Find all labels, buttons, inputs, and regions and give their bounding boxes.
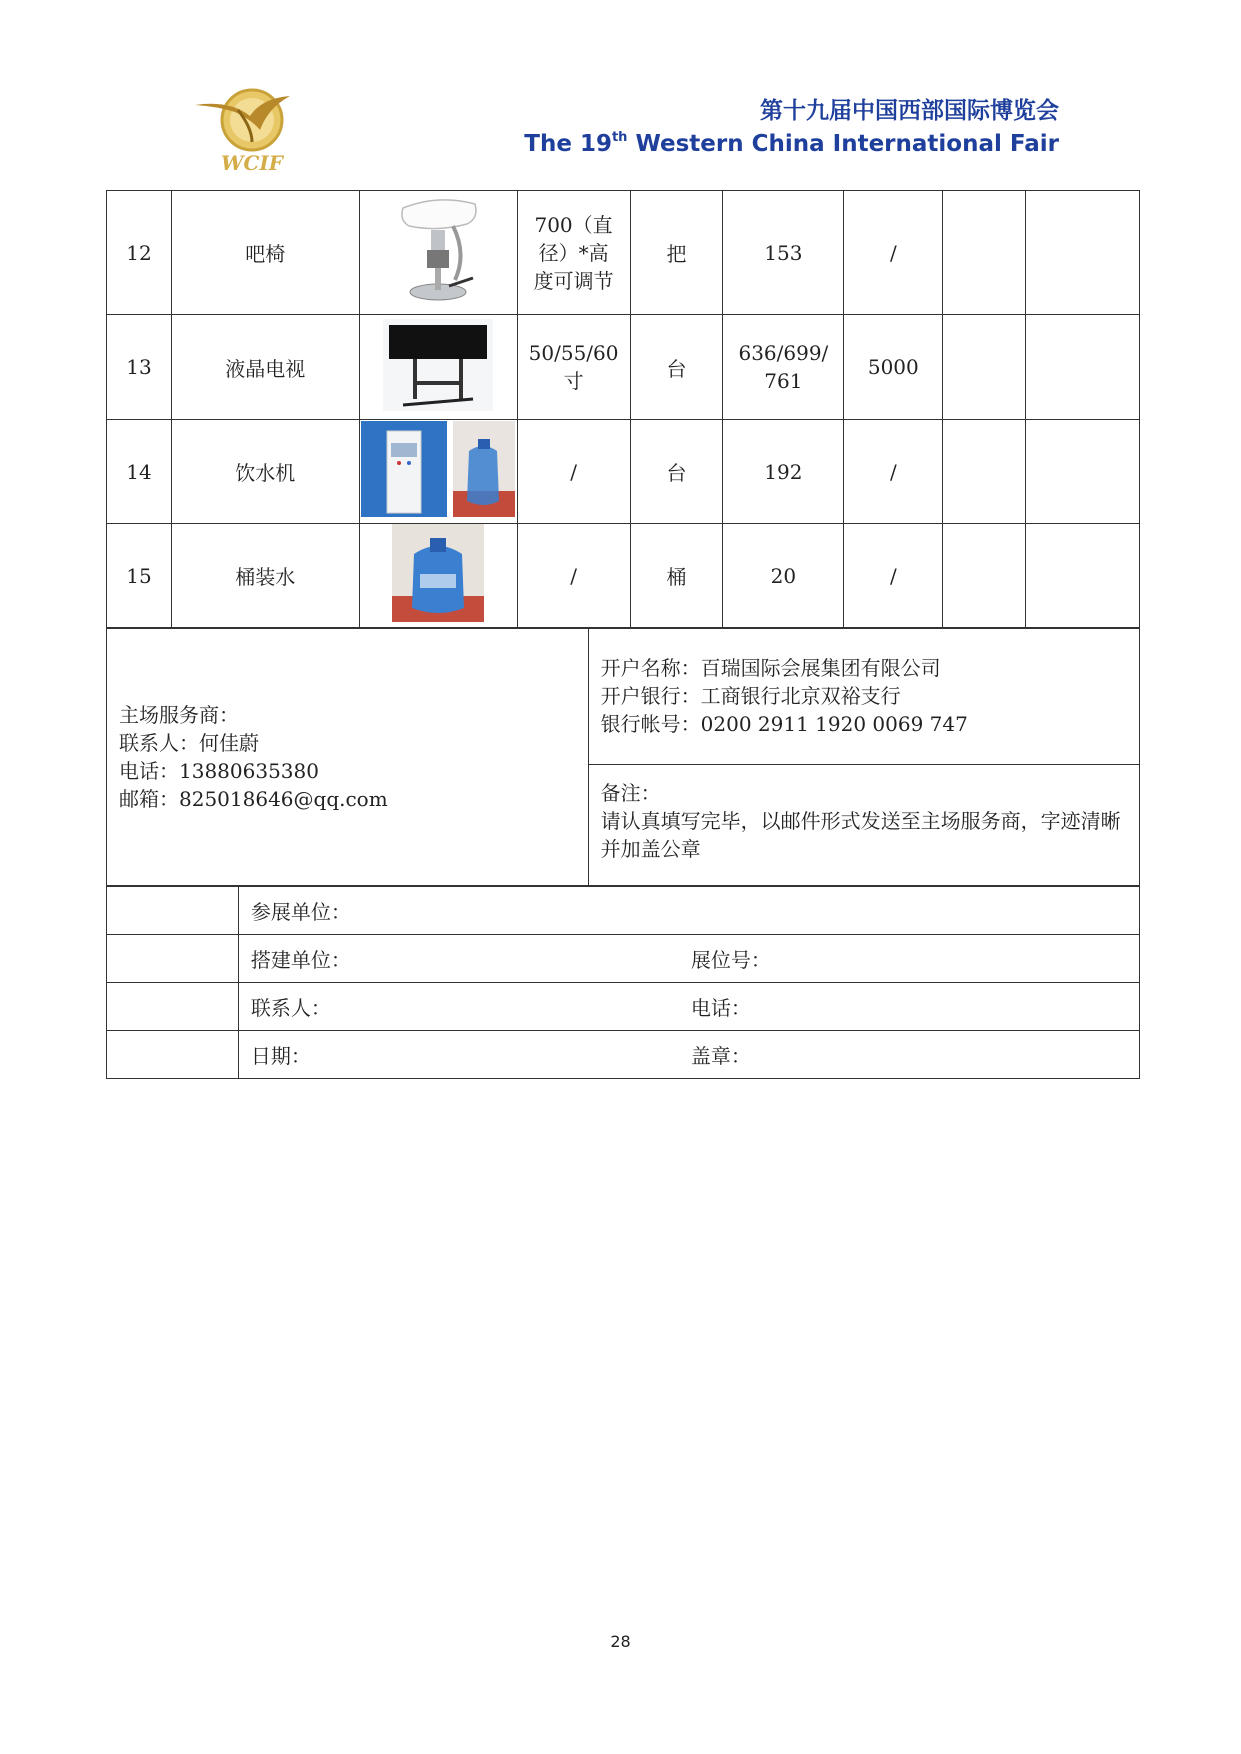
item-unit: 台 (630, 420, 723, 524)
item-total[interactable] (1026, 420, 1140, 524)
item-spec: / (517, 420, 630, 524)
contact-person: 联系人：何佳蔚 (119, 731, 259, 755)
item-no: 13 (107, 315, 172, 420)
item-photo (359, 191, 517, 315)
contact-phone: 电话：13880635380 (119, 759, 319, 783)
item-qty[interactable] (943, 191, 1026, 315)
item-name: 吧椅 (171, 191, 359, 315)
service-label: 主场服务商： (119, 703, 239, 727)
item-name: 液晶电视 (171, 315, 359, 420)
fair-title-en: The 19th Western China International Fair (524, 130, 1059, 157)
blank-cell (107, 887, 239, 935)
item-price: 20 (723, 524, 844, 628)
item-no: 15 (107, 524, 172, 628)
item-unit: 台 (630, 315, 723, 420)
remarks-label: 备注： (600, 781, 661, 805)
item-no: 12 (107, 191, 172, 315)
table-row (107, 315, 1140, 420)
item-price: 153 (723, 191, 844, 315)
item-deposit: / (844, 420, 943, 524)
item-spec: 700（直 径）*高 度可调节 (517, 191, 630, 315)
booth-field[interactable]: 展位号： (679, 935, 1140, 983)
bank-info (588, 629, 1139, 765)
item-name: 饮水机 (171, 420, 359, 524)
table-row (107, 191, 1140, 315)
stamp-field[interactable]: 盖章： (679, 1031, 1140, 1079)
item-total[interactable] (1026, 524, 1140, 628)
svg-text:WCIF: WCIF (221, 151, 283, 175)
contact-bank-table (106, 628, 1140, 886)
item-deposit: / (844, 524, 943, 628)
item-deposit: 5000 (844, 315, 943, 420)
item-total[interactable] (1026, 315, 1140, 420)
item-spec: / (517, 524, 630, 628)
account-name: 开户名称：百瑞国际会展集团有限公司 (600, 656, 941, 680)
blank-cell (107, 983, 239, 1031)
item-qty[interactable] (943, 315, 1026, 420)
item-spec: 50/55/60 寸 (517, 315, 630, 420)
water-dispenser-image (361, 421, 515, 517)
item-no: 14 (107, 420, 172, 524)
fair-title-cn: 第十九届中国西部国际博览会 (760, 98, 1059, 124)
service-contact (107, 629, 589, 886)
account-number: 银行帐号：0200 2911 1920 0069 747 (600, 712, 968, 736)
item-photo (359, 420, 517, 524)
item-name: 桶装水 (171, 524, 359, 628)
item-price: 636/699/ 761 (723, 315, 844, 420)
remarks (588, 765, 1139, 886)
item-qty[interactable] (943, 524, 1026, 628)
item-unit: 把 (630, 191, 723, 315)
sign-contact-field[interactable]: 联系人： (238, 983, 679, 1031)
builder-field[interactable]: 搭建单位： (238, 935, 679, 983)
date-field[interactable]: 日期： (238, 1031, 679, 1079)
exhibitor-field[interactable]: 参展单位： (238, 887, 1139, 935)
wcif-logo (190, 80, 320, 176)
item-qty[interactable] (943, 420, 1026, 524)
item-photo (359, 524, 517, 628)
remarks-text: 请认真填写完毕，以邮件形式发送至主场服务商，字迹清晰并加盖公章 (600, 809, 1121, 861)
item-total[interactable] (1026, 191, 1140, 315)
page-number: 28 (610, 1632, 631, 1651)
item-deposit: / (844, 191, 943, 315)
sign-phone-field[interactable]: 电话： (679, 983, 1140, 1031)
bar-stool-image (393, 194, 483, 306)
blank-cell (107, 1031, 239, 1079)
bottled-water-image (392, 524, 484, 622)
table-row (107, 420, 1140, 524)
items-table (106, 190, 1140, 628)
signature-table (106, 886, 1140, 1079)
item-photo (359, 315, 517, 420)
blank-cell (107, 935, 239, 983)
item-unit: 桶 (630, 524, 723, 628)
lcd-tv-image (383, 319, 493, 411)
contact-email: 邮箱：825018646@qq.com (119, 787, 388, 811)
table-row (107, 524, 1140, 628)
bank-name: 开户银行：工商银行北京双裕支行 (600, 684, 901, 708)
item-price: 192 (723, 420, 844, 524)
